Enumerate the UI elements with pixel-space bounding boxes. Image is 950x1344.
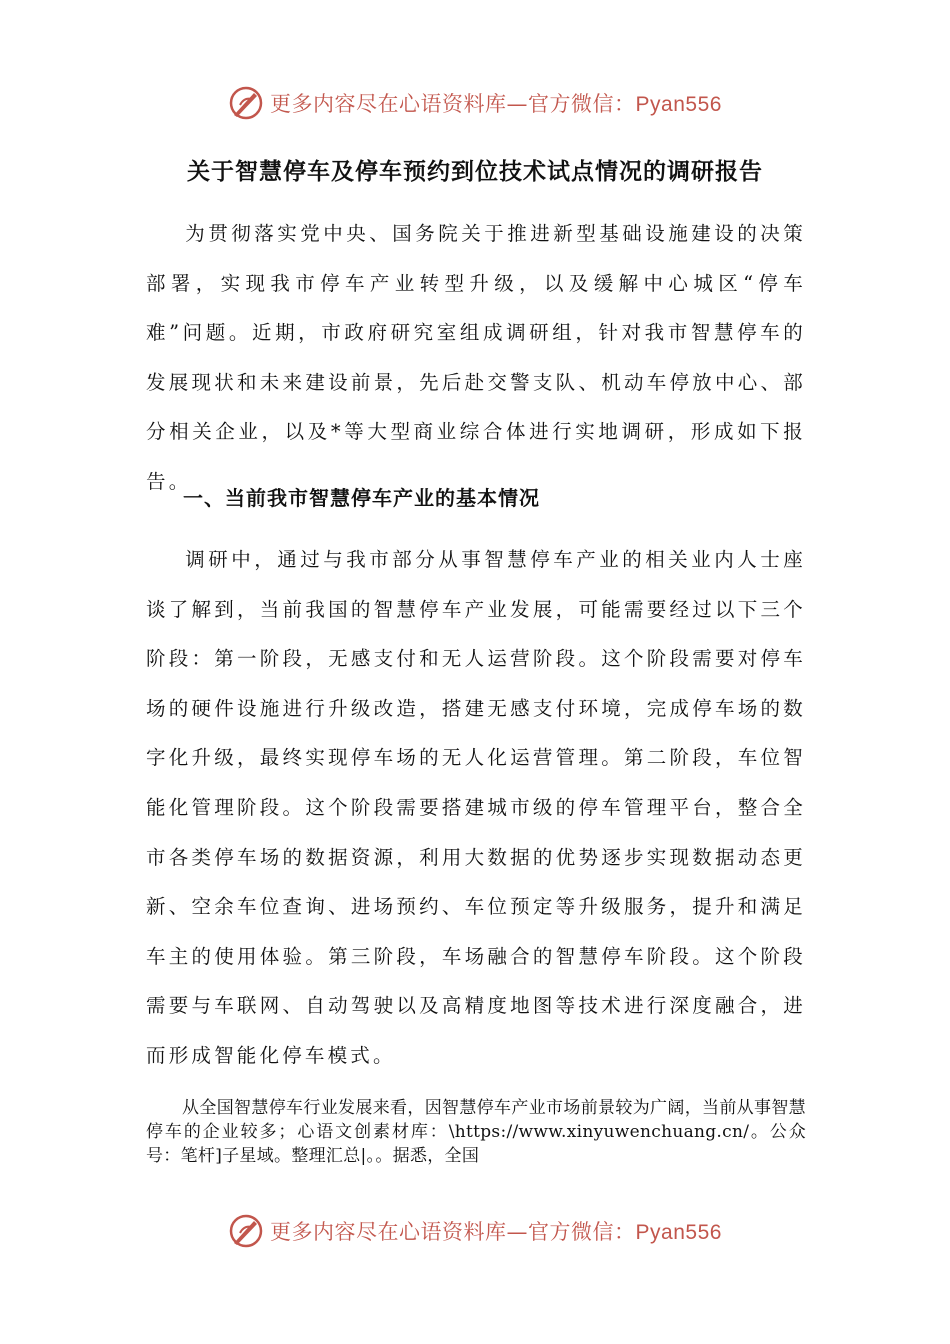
closing-text: 从全国智慧停车行业发展来看，因智慧停车产业市场前景较为广阔，当前从事智慧停车的企业较多；心语文创素材库：\https://www.xinyuwenchuang.cn/。公众号：笔杆]子星域。整理汇总|。。据悉，全国 [146, 1098, 806, 1166]
header-banner [0, 83, 950, 123]
banner-wechat-id: Pyan556 [635, 1221, 722, 1244]
pen-logo-icon [228, 85, 264, 121]
banner-wechat-label: 官方微信： [528, 1220, 636, 1244]
section-heading: 一、当前我市智慧停车产业的基本情况 [183, 486, 540, 510]
intro-text: 为贯彻落实党中央、国务院关于推进新型基础设施建设的决策部署，实现我市停车产业转型升级，以及缓解中心城区“停车难”问题。近期，市政府研究室组成调研组，针对我市智慧停车的发展现状和未来建设前景，先后赴交警支队、机动车停放中心、部分相关企业，以及*等大型商业综合体进行实地调研，形成如下报告。 [146, 222, 806, 493]
banner-wechat-label: 官方微信： [528, 92, 636, 116]
intro-paragraph [146, 209, 806, 507]
document-title: 关于智慧停车及停车预约到位技术试点情况的调研报告 [187, 159, 763, 185]
banner-dash: — [506, 1220, 529, 1244]
banner-slogan: 更多内容尽在心语资料库 [270, 1220, 507, 1244]
section-paragraph [146, 535, 806, 1081]
banner-text [270, 88, 722, 118]
banner-slogan: 更多内容尽在心语资料库 [270, 92, 507, 116]
banner-wechat-id: Pyan556 [635, 93, 722, 116]
closing-paragraph [146, 1096, 806, 1168]
banner-text [270, 1216, 722, 1246]
section-text: 调研中，通过与我市部分从事智慧停车产业的相关业内人士座谈了解到，当前我国的智慧停车产业发展，可能需要经过以下三个阶段：第一阶段，无感支付和无人运营阶段。这个阶段需要对停车场的硬件设施进行升级改造，搭建无感支付环境，完成停车场的数字化升级，最终实现停车场的无人化运营管理。第二阶段，车位智能化管理阶段。这个阶段需要搭建城市级的停车管理平台，整合全市各类停车场的数据资源，利用大数据的优势逐步实现数据动态更新、空余车位查询、进场预约、车位预定等升级服务，提升和满足车主的使用体验。第三阶段，车场融合的智慧停车阶段。这个阶段需要与车联网、自动驾驶以及高精度地图等技术进行深度融合，进而形成智能化停车模式。 [146, 548, 806, 1067]
banner-dash: — [506, 92, 529, 116]
pen-logo-icon [228, 1213, 264, 1249]
footer-banner [0, 1211, 950, 1251]
